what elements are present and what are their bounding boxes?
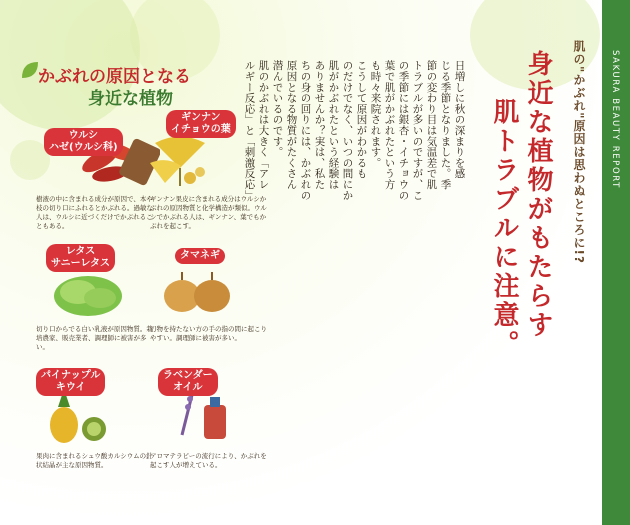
- body-line: ありませんか？実は、私た: [313, 60, 326, 190]
- plant-label-pineapple: パイナップル キウイ: [36, 368, 105, 396]
- body-line: トラブルが多いのですが、こ: [411, 60, 424, 201]
- plant-caption-lettuce: 切り口からでる白い乳液が原因物質。栽培農家、販売業者、調理師に被害が多い。: [36, 325, 153, 351]
- body-line: 肌のかぶれは大きく「アレ: [257, 60, 270, 190]
- plant-label-lavender: ラベンダー オイル: [158, 368, 218, 396]
- plant-label-onion: タマネギ: [175, 248, 225, 264]
- plant-label-lettuce: レタス サニーレタス: [46, 244, 115, 272]
- plant-caption-urushi: 樹液の中に含まれる成分が原因で、本や枝の切り口にふれるとかぶれる。過敏な人は、ウルシに近づくだけでかぶれることもある。: [36, 195, 153, 230]
- plant-caption-ginkgo: ギンナン果皮に含まれる成分はウルシかぶれの原因物質と化学構造が類似。ウルシでかぶれる人は、ギンナン、葉でもかぶれを起こす。: [150, 195, 267, 230]
- body-line: 肌がかぶれたという経験は: [327, 60, 340, 190]
- lettuce-icon: [48, 268, 128, 318]
- subtitle: 肌の"かぶれ"原因は思わぬところに!?: [572, 40, 586, 264]
- body-line: 潜んでいるのです。: [271, 60, 284, 158]
- body-line: こうして原因がわかるも: [355, 60, 368, 179]
- headline-line-2: 肌トラブルに注意。: [489, 98, 519, 359]
- body-line: じる季節となりました。季: [439, 60, 452, 190]
- plant-caption-onion: 刃物を持たない方の手の指の間に起こりやすい。調理師に被害が多い。: [150, 325, 267, 342]
- body-line: 日増しに秋の深まりを感: [453, 60, 466, 179]
- body-line: のだけでなく、いつの間にか: [341, 60, 354, 201]
- plants-section-title: かぶれの原因となる: [38, 67, 191, 87]
- body-line: 葉で肌がかぶれたという方: [383, 60, 396, 190]
- plants-section-subtitle: 身近な植物: [88, 89, 173, 109]
- body-line: も時々来院されます。: [369, 60, 382, 168]
- plant-label-ginkgo: ギンナン イチョウの葉: [166, 110, 236, 138]
- body-line: 原因となる物質がたくさん: [285, 60, 298, 190]
- body-line: 節の変わり目は気温差で肌: [425, 60, 438, 190]
- headline-line-1: 身近な植物がもたらす: [523, 50, 553, 340]
- plant-label-urushi: ウルシ ハゼ(ウルシ科): [44, 128, 123, 156]
- sidebar-band: [602, 0, 630, 525]
- leaf-decoration-icon: [20, 60, 40, 80]
- sidebar-label: SAKURA BEAUTY REPORT: [610, 50, 620, 189]
- body-line: ちの身の回りには、かぶれの: [299, 60, 312, 201]
- body-line: ルギー反応」と「刺激反応」: [243, 60, 256, 201]
- plant-caption-lavender: アロマテラピーの流行により、かぶれを起こす人が増えている。: [150, 452, 267, 469]
- plant-caption-pineapple: 果肉に含まれるシュウ酸カルシウムの針状結晶が主な原因物質。: [36, 452, 153, 469]
- onion-icon: [160, 268, 235, 316]
- body-line: の季節には銀杏・イチョウの: [397, 60, 410, 201]
